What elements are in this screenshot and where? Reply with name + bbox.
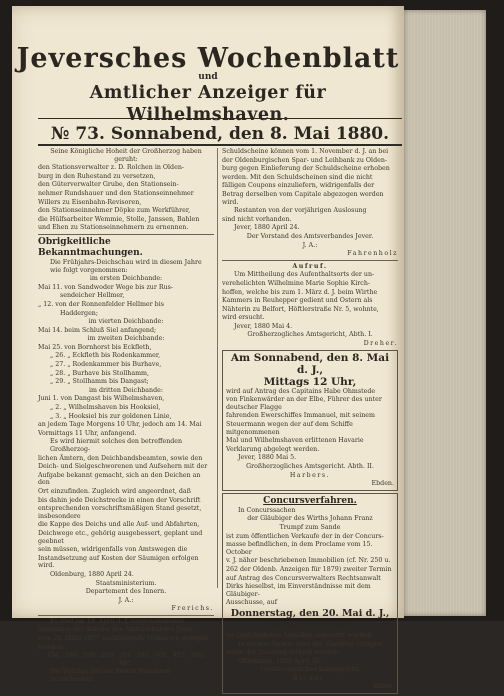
concurs-tail-line: wenn der Zuschlag ertheilt werden. [226,649,341,657]
intro-line: Willers zu Eisenbahn-Revisoren, [38,198,142,206]
deich-line: sendeicher Hellmer, [60,292,125,300]
signature-line: Staatsministerium. [95,579,157,587]
masthead-title: Jeversches Wochenblatt [16,43,400,74]
intro-line: burg in den Ruhestand zu versetzen, [38,172,156,180]
deich-line: an jedem Tage Morgens 10 Uhr, jedoch am 14. Mai [38,421,202,429]
verklarung-line: Verklarung abgelegt werden. [226,445,320,453]
aufruf-line: verehelichten Wilhelmine Marie Sophie Kirch- [222,279,371,287]
concurs-heading: Concursverfahren. [263,495,357,506]
cont-line: sind nicht vorhanden. [222,215,292,223]
newspaper-page [12,6,404,691]
verklarung-notice [222,350,398,491]
cont-line: werden. Mit den Schuldscheinen sind die nicht [222,173,373,181]
signature-line: J. A.: [118,596,134,604]
cont-line: fälligen Coupons einzuliefern, widrigenfalls der [222,182,375,190]
intro-notice [38,148,214,232]
issue-day: Sonnabend, [110,124,224,144]
concurs-tail-line: im Gerichtshause hieselbst angesetzt worden. [226,631,374,639]
aufruf-line: Nähterin zu Belfort, Höftlerstraße Nr. 5, wohnte, [222,305,379,313]
concurs-line: Ausschusse, auf [226,599,278,607]
deich-line: Mai 11. von Sandwoder Wege bis zur Rus- [38,283,174,291]
deich-line: „ 12. von der Ronnenfelder Hellmer bis [38,300,164,308]
separator [38,234,214,235]
deich-line: „ 2. „ Wilhelmshaven bis Hooksiel, [50,404,161,412]
cont-line: burg gegen Einlieferung der Schuldscheine erhoben [222,165,390,173]
verklarung-date-heading: Am Sonnabend, den 8. Mai d. J., [230,351,390,376]
deichband-heading: im zweiten Deichbande: [87,335,165,343]
section-heading-bekanntmachungen: Obrigkeitliche Bekanntmachungen. [38,236,143,258]
cont-line: Schuldscheine können vom 1. November d. J. an bei [222,148,389,155]
aufruf-heading: Aufruf. [292,262,328,270]
intro-line: den Stationseinnehmer Döpke zum Werkführer, [38,207,191,215]
intro-line: den Stationsverwalter z. D. Rolchen in Olden- [38,164,185,172]
deich-body-line: die Kappe des Deichs und alle Auf- und Abfahrten, [38,521,200,529]
intro-line: Seine Königliche Hoheit der Großherzog haben geruht: [50,148,202,163]
deich-body-line: entsprechenden vorschriftsmäßigen Stand gesetzt, insbesondere [38,505,202,520]
signature-line: Jever, 1880 Mai 4. [234,322,293,330]
deichschau-intro: Die Frühjahrs-Deichschau wird in diesem Jahre wie folgt vorgenommen: [50,258,202,274]
deich-line: „ 27. „ Rodenkammer bis Burhave, [50,361,162,369]
deichband-heading: im dritten Deichbande: [89,386,163,394]
deich-line: „ 26. „ Eckfleth bis Rodenkammer, [50,352,161,360]
deichband-heading: im vierten Deichbande: [88,318,164,326]
signature-name: Harbers. [289,471,331,479]
aufruf-line: wird ersucht. [222,314,265,322]
aufruf-line: Um Mittheilung des Aufenthaltsorts der un- [234,271,375,279]
concurs-line: ist zum öffentlichen Verkaufe der in der Concurs- [226,532,384,540]
signature-line: Großherzogliches Amtsgericht. Abth. II. [246,463,374,470]
verklarung-line: wird auf Antrag des Capitains Habe Ohmstede [226,387,376,395]
cont-line: Restanten von der vorjährigen Auslosung [234,207,367,215]
masthead-und: und [198,72,218,82]
concurs-time-heading: Mittags 12 Uhr, [268,619,352,631]
concurs-line: masse befindlichen, in dem Proclame vom 15. October [226,541,373,556]
concurs-line: der Gläubiger des Wirths Johann Franz [247,515,373,523]
concurs-line: Trumpf zum Sande [279,523,341,531]
signature-name: Dreher. [363,340,398,348]
signature-line: Jever, 1880 Mai 5. [238,454,297,462]
separator [222,260,398,261]
deich-line: „ 29. „ Stollhamm bis Dangast; [50,378,149,386]
signature-line: Oldenburg, 1880 April 30. [238,657,322,665]
deich-body-line: bis dahin jede Deichstrecke in einen der Vorschrift [38,496,201,504]
top-rule [38,118,402,119]
signature-line: Großherzogliches Amtsgericht, Abth. I. [247,331,373,339]
concurs-line: Dirks hieselbst, im Einverständnisse mit dem Gläubiger- [226,583,371,598]
deich-line: „ 28. „ Burhave bis Stollhamm, [50,369,150,377]
verklarung-line: fahrenden Ewerschiffes Immanuel, mit seinem [226,412,376,420]
masthead [12,44,404,126]
concurs-line: In Concurssachen [238,506,296,514]
signature-line: Jever, 1880 April 24. [234,224,300,232]
concurs-line: auf Antrag des Concursverwalters Rechtsanwalt [226,574,381,582]
amort-line: worden: [38,643,65,651]
amort-tail: Die Beträge der mit diesen Nummern bezeichneten [50,668,171,684]
deich-body-line: sein müssen, widrigenfalls von Amtswegen die [38,546,188,554]
deich-body-line: lichen Ämtern, den Deichbandsbeamten, sowie den [38,454,203,462]
deich-line: Haddergen; [60,309,98,317]
deich-line: Juni 1. von Dangast bis Wilhelmshaven, [38,395,165,403]
right-column [222,148,398,696]
column-divider [217,148,218,588]
signature-name: Fahrenholz [347,250,398,258]
deich-body-line: Instandsetzung auf Kosten der Säumigen erfolgen wird. [38,554,199,570]
separator [38,615,214,616]
signature-name: Frerichs. [171,605,214,613]
intro-line: den Güterverwalter Grube, den Stationsein- [38,181,179,189]
deich-line: Mai 25. von Bornhorst bis Eckfleth, [38,343,152,351]
cont-line: Betrag derselben vom Capitale abgezogen werden wird. [222,190,384,206]
intro-line: nehmer Rundshauer und den Stationseinnehmer [38,189,194,197]
deich-body-line: Es wird hiermit solches den betreffenden Großherzog- [50,438,183,453]
concurs-notice [222,493,398,694]
amort-line: Auslosung der Anleihe des Amtsverbandes Jever [38,626,193,634]
signature-line: Großherzogliches Landgericht. [260,666,360,674]
left-column [38,148,214,685]
deich-line: Vormittags 11 Uhr, anfangend. [38,429,137,437]
aufruf-line: Kammers in Reuhepper gedient und Ostern als [222,297,373,305]
concurs-line: v. J. näher beschriebenen Immobilien (cf. Nr. 250 u. [226,557,391,565]
intro-line: die Hülfsarbeiter Wemmie, Stolle, Janssen, Bahlen [38,215,200,223]
aufruf-line: hoffen, welche bis zum 1. März d. J. beim Wirthe [222,288,378,296]
signature-name: Becker. [292,674,328,682]
deich-body-line: Ort einzufinden. Zugleich wird angeordnet, daß [38,487,191,495]
book-page-edges [404,10,486,616]
signature-line: J. A.: [302,241,318,249]
verklarung-line: Mal und Wilhelmshaven erlittenen Havarie [226,437,364,445]
deichband-heading: im ersten Deichbande: [89,275,163,283]
intro-line: und Ehen zu Stationseinnehmern zu ernennen. [38,224,189,232]
issue-date: den 8. Mai 1880. [228,124,390,144]
issue-number: № 73. [50,124,105,144]
amort-line: vom 28. März 1877 nachfolgende Nummern gezogen [38,635,208,643]
signature-line: Oldenburg, 1880 April 24. [50,570,134,578]
masthead-subtitle: Amtlicher Anzeiger für Wilhelmshaven. [89,83,327,125]
issue-line [38,124,402,144]
signature-line: Der Vorstand des Amtsverbandes Jever. [246,232,374,240]
concurs-note: Ellers. [373,683,394,691]
verklarung-note: Ebden. [371,480,394,488]
issue-rule [38,144,402,146]
verklarung-time-heading: Mittags 12 Uhr, [263,375,357,388]
cont-line: der Oldenburgischen Spar- und Leihbank zu Olden- [222,156,388,164]
deich-body-line: Aufgabe bekannt gemacht, sich an den Deichen an den [38,471,201,487]
deich-body-line: Deich- und Sielgeschworenen und Aufsehern mit der [38,463,208,471]
concurs-date-heading: Donnerstag, den 20. Mai d. J., [230,607,390,619]
amort-numbers: 154, 180, 199, 210, 301, 346, 401, 457, 469, 481. [46,652,206,667]
amort-line: Es sind am 19. April d. J. vorgenommenen [50,617,185,625]
concurs-tail-line: In diesem Termin wird der Zuschlag erfolgen, [238,640,385,648]
concurs-line: 262 der Oldenb. Anzeigen für 1879) zweiter Termin [226,565,392,573]
verklarung-line: Steuermann wegen der auf dem Schiffe mitgenommenen [226,421,353,436]
deich-line: Mai 14. beim Schluß Siel anfangend; [38,326,157,334]
deich-body-line: Deichwege etc., gehörig ausgebessert, geplant und geebnet [38,529,203,545]
deich-line: „ 3. „ Hooksiel bis zur goldenen Linie, [50,412,172,420]
verklarung-line: von Finkenwärder an der Elbe, Führer des unter deutscher Flagge [226,396,382,411]
signature-line: Departement des Innern. [85,588,167,596]
